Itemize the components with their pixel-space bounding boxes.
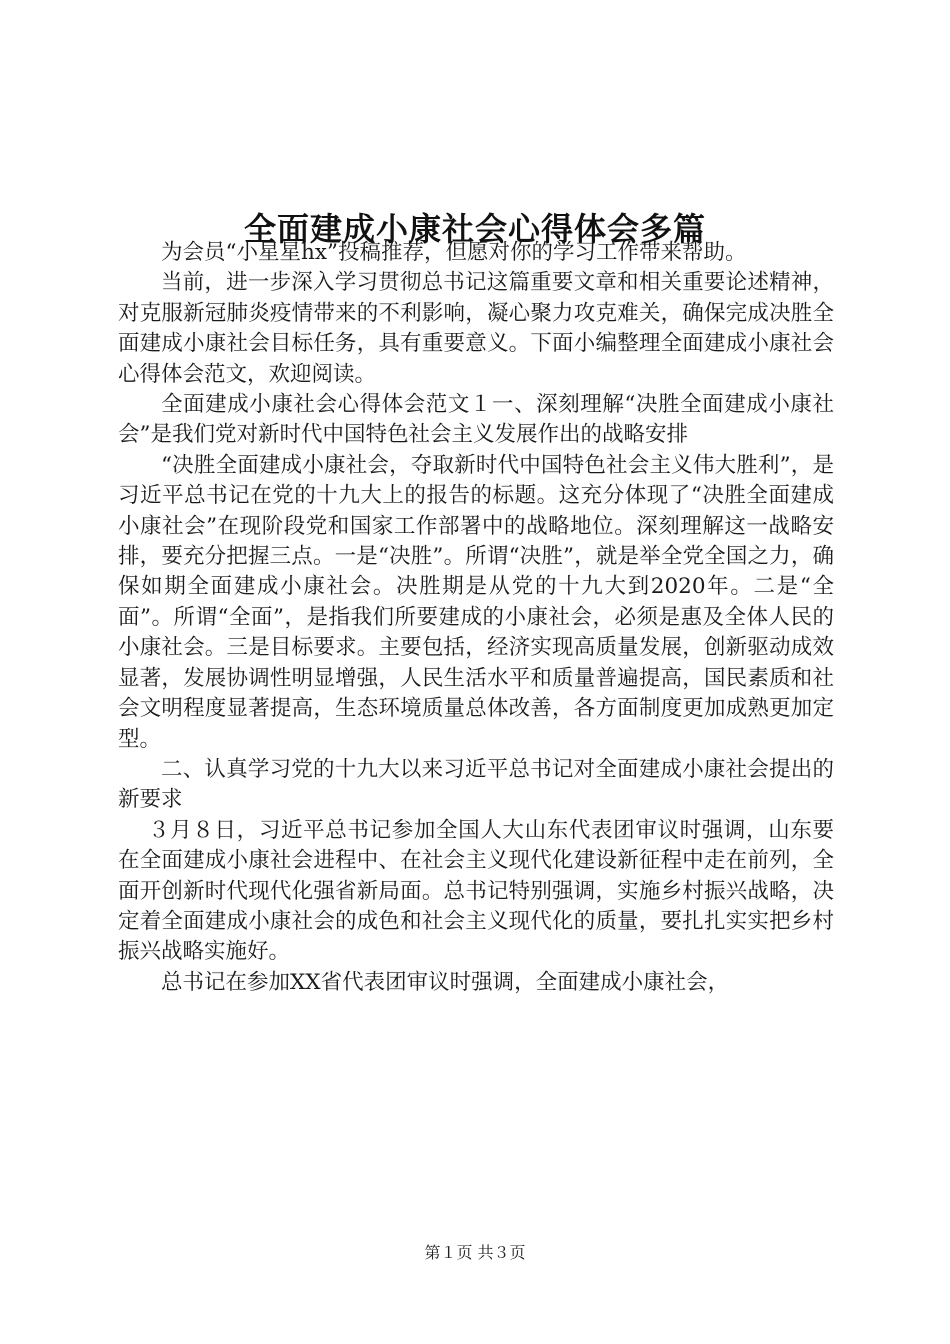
paragraph-section-1-body: “决胜全面建成小康社会，夺取新时代中国特色社会主义伟大胜利”，是习近平总书记在党的十九大上的报告的标题。这充分体现了“决胜全面建成小康社会”在现阶段党和国家工作部署中的战略地位。深刻理解这一战略安排，要充分把握三点。一是“决胜”。所谓“决胜”，就是举全党全国之力，确保如期全面建成小康社会。决胜期是从党的十九大到2020年。二是“全面”。所谓“全面”，是指我们所要建成的小康社会，必须是惠及全体人民的小康社会。三是目标要求。主要包括，经济实现高质量发展，创新驱动成效显著，发展协调性明显增强，人民生活水平和质量普遍提高，国民素质和社会文明程度显著提高，生态环境质量总体改善，各方面制度更加成熟更加定型。 — [118, 452, 834, 752]
paragraph-preface: 当前，进一步深入学习贯彻总书记这篇重要文章和相关重要论述精神，对克服新冠肺炎疫情带来的不利影响，凝心聚力攻克难关，确保完成决胜全面建成小康社会目标任务，具有重要意义。下面小编整理全面建成小康社会心得体会范文，欢迎阅读。 — [118, 270, 834, 387]
page-number-footer: 第１页 共３页 — [424, 1243, 526, 1262]
paragraph-continued: 总书记在参加XX省代表团审议时强调，全面建成小康社会， — [161, 969, 730, 995]
paragraph-intro: 为会员“小星星hx”投稿推荐，但愿对你的学习工作带来帮助。 — [161, 240, 747, 265]
document-title: 全面建成小康社会心得体会多篇 — [243, 210, 706, 249]
paragraph-section-2-body: ３月８日，习近平总书记参加全国人大山东代表团审议时强调，山东要在全面建成小康社会进程中、在社会主义现代化建设新征程中走在前列，全面开创新时代现代化强省新局面。总书记特别强调，实施乡村振兴战略，决定着全面建成小康社会的成色和社会主义现代化的质量，要扎扎实实把乡村振兴战略实施好。 — [118, 817, 834, 965]
paragraph-section-2-heading: 二、认真学习党的十九大以来习近平总书记对全面建成小康社会提出的新要求 — [118, 756, 834, 813]
paragraph-section-1-heading: 全面建成小康社会心得体会范文１一、深刻理解“决胜全面建成小康社会”是我们党对新时代中国特色社会主义发展作出的战略安排 — [118, 392, 834, 448]
document-body — [118, 238, 834, 998]
